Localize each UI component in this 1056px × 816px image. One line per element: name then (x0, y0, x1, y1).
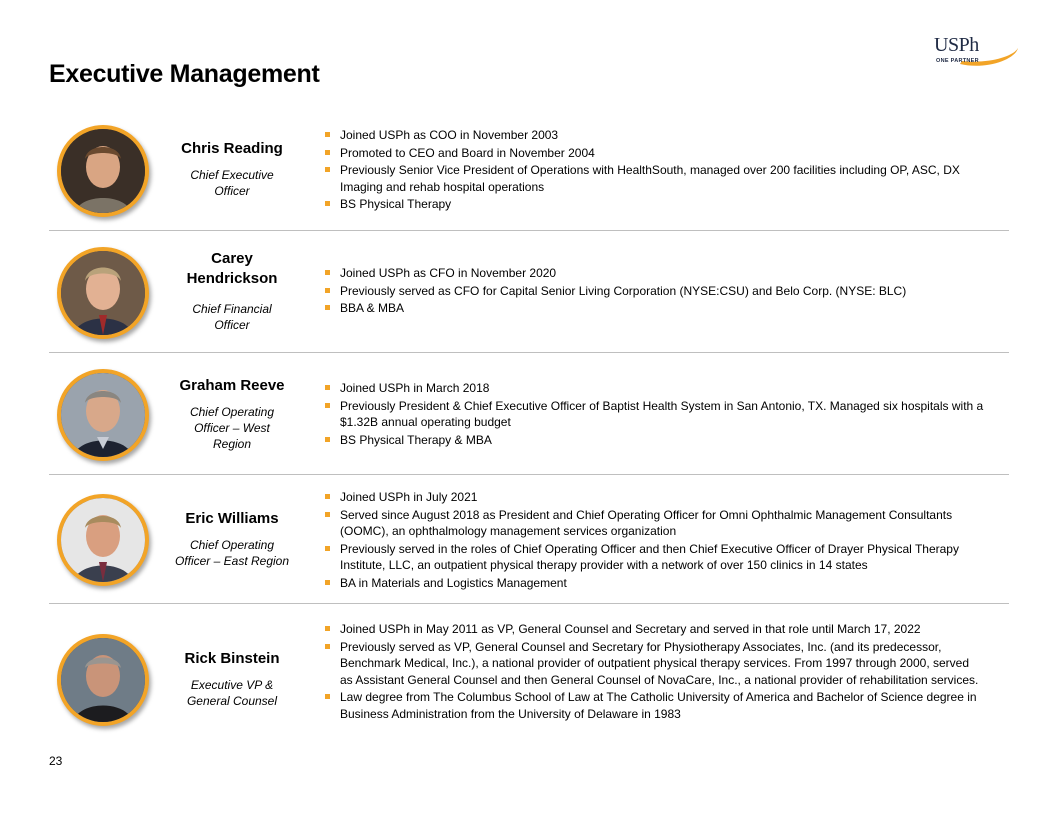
row-divider (49, 230, 1009, 231)
bio-item: Previously served as VP, General Counsel and Secretary for Physiotherapy Associates, Inc. (and its predecessor, Benchmark Medical, Inc.), a national provider of outpatient physical therapy services. From 1997 through 2000, served as Assistant General Counsel and then General Counsel of NovaCare, Inc., a national provider of rehabilitation services. (324, 639, 984, 689)
logo-text: USPh (934, 34, 979, 56)
bio-list (324, 621, 984, 723)
bio-item: Joined USPh in July 2021 (324, 489, 984, 506)
bio-item: Promoted to CEO and Board in November 2004 (324, 145, 984, 162)
headshot-eric-williams (57, 494, 149, 586)
bio-list (324, 489, 984, 592)
executive-name: Graham Reeve (179, 377, 285, 394)
headshot-graham-reeve (57, 369, 149, 461)
bio-item: Previously Senior Vice President of Operations with HealthSouth, managed over 200 facilities including OP, ASC, DX Imaging and rehab hospital operations (324, 162, 984, 195)
bio-item: Law degree from The Columbus School of Law at The Catholic University of America and Bachelor of Science degree in Business Administration from the University of Delaware in 1983 (324, 689, 984, 722)
bio-item: BBA & MBA (324, 300, 984, 317)
company-logo (930, 30, 1022, 72)
bio-list (324, 127, 984, 214)
bio-item: Previously served as CFO for Capital Senior Living Corporation (NYSE:CSU) and Belo Corp. (NYSE: BLC) (324, 283, 984, 300)
executive-name: Carey Hendrickson (186, 250, 278, 287)
headshot-carey-hendrickson (57, 247, 149, 339)
bio-item: Joined USPh in March 2018 (324, 380, 984, 397)
bio-item: Previously served in the roles of Chief Operating Officer and then Chief Executive Officer of Drayer Physical Therapy Institute, LLC, an outpatient physical therapy provider with a network of over 150 clinics in 14 states (324, 541, 984, 574)
executive-name: Rick Binstein (184, 650, 280, 667)
page-number: 23 (49, 754, 63, 768)
bio-list (324, 380, 984, 449)
bio-item: Joined USPh in May 2011 as VP, General Counsel and Secretary and served in that role until March 17, 2022 (324, 621, 984, 638)
page-title: Executive Management (49, 60, 320, 88)
row-divider (49, 474, 1009, 475)
bio-item: BS Physical Therapy & MBA (324, 432, 984, 449)
bio-item: Served since August 2018 as President and Chief Operating Officer for Omni Ophthalmic Management Consultants (OOMC), an ophthalmology management services organization (324, 507, 984, 540)
executive-title: Executive VP & General Counsel (186, 678, 278, 708)
executive-name: Eric Williams (185, 510, 279, 527)
executive-name: Chris Reading (181, 140, 283, 157)
bio-item: BA in Materials and Logistics Management (324, 575, 984, 592)
bio-item: BS Physical Therapy (324, 196, 984, 213)
executive-title: Chief Operating Officer – East Region (174, 538, 290, 568)
bio-item: Joined USPh as CFO in November 2020 (324, 265, 984, 282)
bio-item: Previously President & Chief Executive Officer of Baptist Health System in San Antonio, TX. Managed six hospitals with a $1.32B annual operating budget (324, 398, 984, 431)
headshot-chris-reading (57, 125, 149, 217)
executive-title: Chief Financial Officer (192, 302, 272, 332)
executive-title: Chief Executive Officer (190, 168, 274, 198)
logo-tagline: ONE PARTNER (936, 58, 979, 64)
row-divider (49, 352, 1009, 353)
bio-list (324, 265, 984, 318)
headshot-rick-binstein (57, 634, 149, 726)
row-divider (49, 603, 1009, 604)
bio-item: Joined USPh as COO in November 2003 (324, 127, 984, 144)
executive-title: Chief Operating Officer – West Region (189, 405, 275, 451)
